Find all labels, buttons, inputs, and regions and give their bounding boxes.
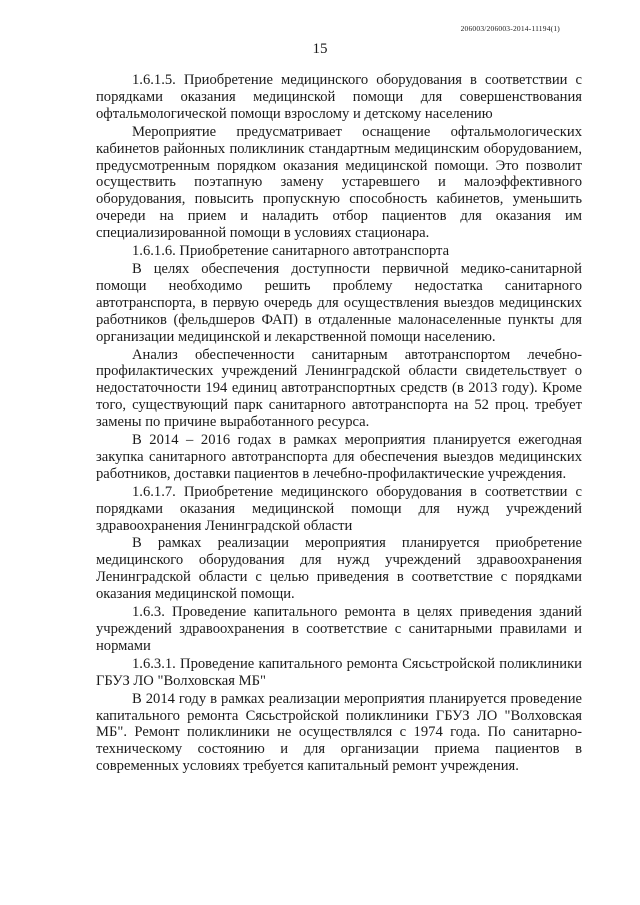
paragraph-heading-1-6-3: 1.6.3. Проведение капитального ремонта в целях приведения зданий учреждений здравоохранения в соответствие с санитарными правилами и нормами — [96, 604, 582, 654]
paragraph: В рамках реализации мероприятия планируется приобретение медицинского оборудования для нужд учреждений здравоохранения Ленинградской области с целью приведения в соответствие с порядками оказания медицинской помощи. — [96, 535, 582, 603]
paragraph-heading-1-6-1-6: 1.6.1.6. Приобретение санитарного автотранспорта — [132, 243, 450, 260]
paragraph-heading-1-6-1-7: 1.6.1.7. Приобретение медицинского оборудования в соответствии с порядками оказания медицинской помощи для нужд учреждений здравоохранения Ленинградской области — [96, 483, 582, 534]
page-number: 15 — [312, 41, 328, 57]
document-id: 206003/206003-2014-11194(1) — [460, 24, 560, 33]
paragraph: Мероприятие предусматривает оснащение офтальмологических кабинетов районных поликлиник стандартным медицинским оборудованием, предусмотренным порядком оказания медицинской помощи. Это позволит осуществить поэтапную замену устаревшего и малоэффективного оборудования, повысить пропускную способность кабинетов, уменьшить очереди на прием и наладить отбор пациентов для оказания им специализированной помощи в условиях стационара. — [96, 123, 582, 242]
paragraph-heading-1-6-1-5: 1.6.1.5. Приобретение медицинского оборудования в соответствии с порядками оказания медицинской помощи для совершенствования офтальмологической помощи взрослому и детскому населению — [96, 72, 582, 122]
paragraph-heading-1-6-3-1: 1.6.3.1. Проведение капитального ремонта Сясьстройской поликлиники ГБУЗ ЛО "Волховская МБ" — [96, 655, 582, 689]
paragraph: В 2014 – 2016 годах в рамках мероприятия планируется ежегодная закупка санитарного автотранспорта для обеспечения выездов медицинских работников, доставки пациентов в лечебно-профилактические учреждения. — [96, 432, 582, 482]
paragraph: Анализ обеспеченности санитарным автотранспортом лечебно-профилактических учреждений Ленинградской области свидетельствует о недостаточности 194 единиц автотранспортных средств (в 2013 году). Кроме того, существующий парк санитарного автотранспорта на 52 проц. требует замены по причине выработанного ресурса. — [96, 346, 582, 431]
paragraph: В целях обеспечения доступности первичной медико-санитарной помощи необходимо решить проблему недостатка санитарного автотранспорта, в первую очередь для осуществления выездов медицинских работников (фельдшеров ФАП) в отдаленные малонаселенные пункты для организации медицинской и лекарственной помощи населению. — [96, 260, 582, 345]
document-body — [96, 72, 582, 775]
paragraph: В 2014 году в рамках реализации мероприятия планируется проведение капитального ремонта Сясьстройской поликлиники ГБУЗ ЛО "Волховская МБ". Ремонт поликлиники не осуществлялся с 1974 года. По санитарно-техническому состоянию и для организации приема пациентов в современных условиях требуется капитальный ремонт учреждения. — [96, 690, 582, 775]
